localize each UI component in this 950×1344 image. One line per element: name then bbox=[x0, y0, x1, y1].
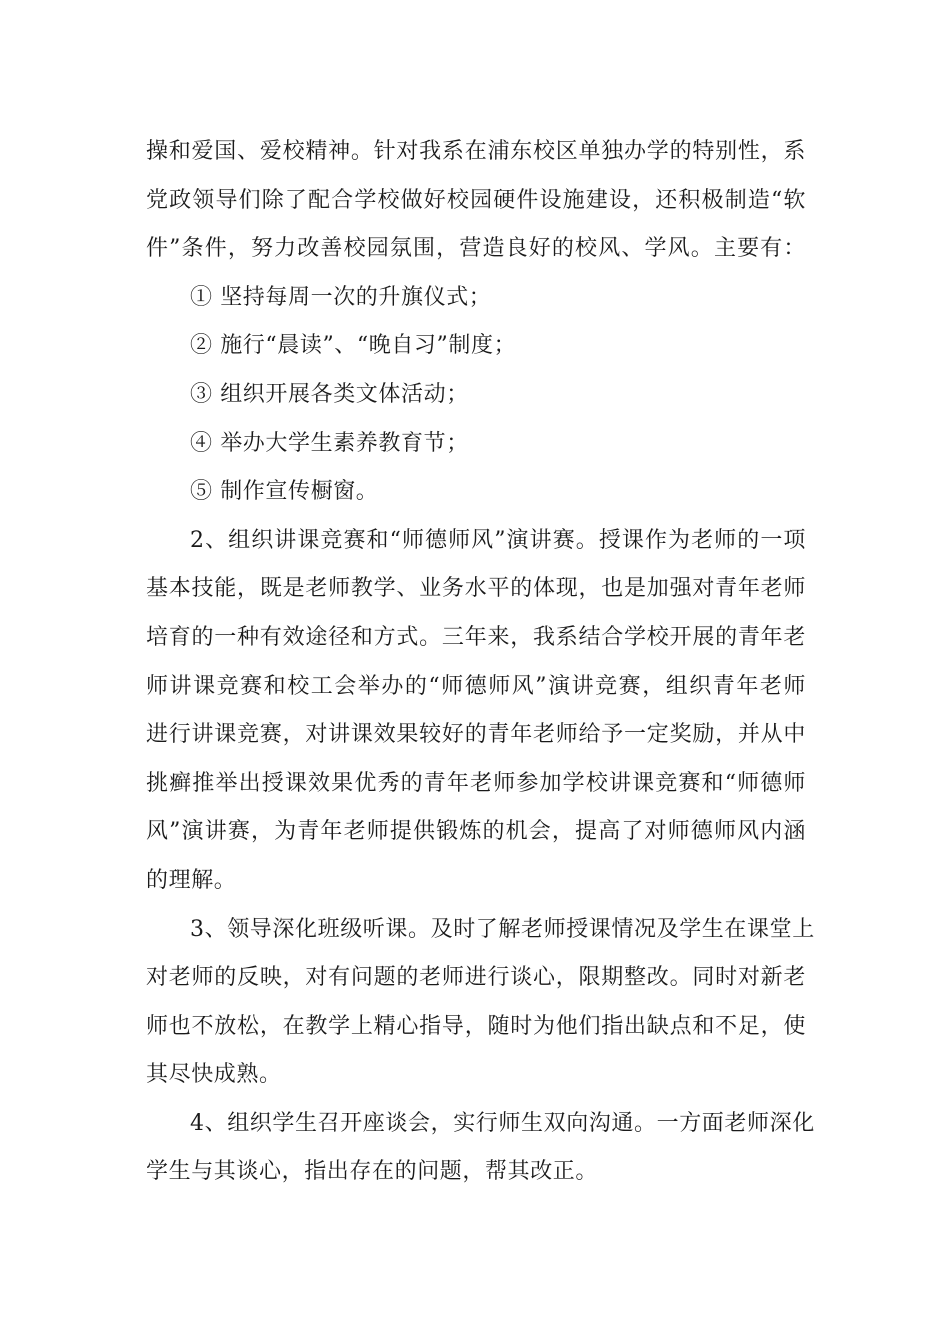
list-item: ④ 举办大学生素养教育节； bbox=[190, 430, 469, 456]
paragraph-first-line: 3、领导深化班级听课。及时了解老师授课情况及学生在课堂上 bbox=[190, 916, 815, 942]
text-line: 学生与其谈心，指出存在的问题，帮其改正。 bbox=[146, 1159, 599, 1185]
text-line: 操和爱国、爱校精神。针对我系在浦东校区单独办学的特别性，系 bbox=[146, 139, 806, 164]
text-line: 风”演讲赛，为青年老师提供锻炼的机会，提高了对师德师风内涵 bbox=[146, 819, 806, 845]
text-line: 其尽快成熟。 bbox=[146, 1062, 282, 1088]
text-line: 党政领导们除了配合学校做好校园硬件设施建设，还积极制造“软 bbox=[146, 187, 806, 213]
text-line: 的理解。 bbox=[146, 867, 237, 893]
paragraph-first-line: 2、组织讲课竞赛和“师德师风”演讲赛。授课作为老师的一项 bbox=[190, 527, 806, 553]
paragraph-first-line: 4、组织学生召开座谈会，实行师生双向沟通。一方面老师深化 bbox=[190, 1110, 815, 1136]
text-line: 基本技能，既是老师教学、业务水平的体现，也是加强对青年老师 bbox=[146, 576, 806, 602]
list-item: ③ 组织开展各类文体活动； bbox=[190, 381, 469, 407]
text-line: 挑癣推举出授课效果优秀的青年老师参加学校讲课竞赛和“师德师 bbox=[146, 770, 806, 796]
text-line: 对老师的反映，对有问题的老师进行谈心，限期整改。同时对新老 bbox=[146, 965, 806, 991]
text-line: 师也不放松，在教学上精心指导，随时为他们指出缺点和不足，使 bbox=[146, 1013, 806, 1039]
document-body bbox=[146, 128, 815, 1197]
list-item: ① 坚持每周一次的升旗仪式； bbox=[190, 284, 492, 310]
list-item: ⑤ 制作宣传橱窗。 bbox=[190, 479, 379, 505]
text-line: 件”条件，努力改善校园氛围，营造良好的校风、学风。主要有： bbox=[146, 236, 806, 262]
text-line: 进行讲课竞赛，对讲课效果较好的青年老师给予一定奖励，并从中 bbox=[146, 722, 806, 748]
text-line: 师讲课竞赛和校工会举办的“师德师风”演讲竞赛，组织青年老师 bbox=[146, 673, 806, 699]
text-line: 培育的一种有效途径和方式。三年来，我系结合学校开展的青年老 bbox=[146, 624, 806, 650]
list-item: ② 施行“晨读”、“晚自习”制度； bbox=[190, 333, 517, 359]
